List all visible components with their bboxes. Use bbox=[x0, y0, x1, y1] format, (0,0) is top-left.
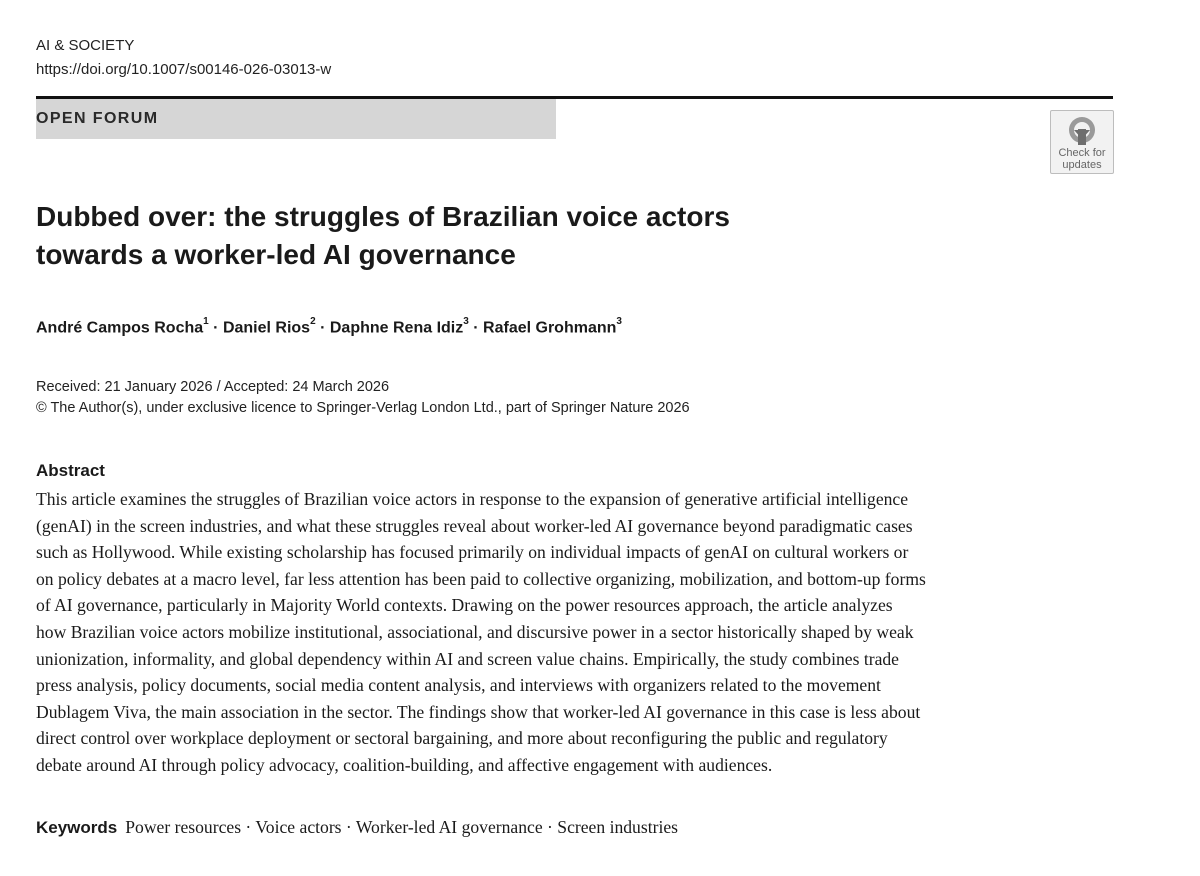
doi-link[interactable]: https://doi.org/10.1007/s00146-026-03013-w bbox=[36, 61, 332, 78]
publication-dates: Received: 21 January 2026 / Accepted: 24 March 2026 bbox=[36, 379, 390, 395]
author-separator: · bbox=[213, 319, 219, 337]
keywords-list: Power resources · Voice actors · Worker-led AI governance · Screen industries bbox=[125, 817, 678, 837]
abstract-line: debate around AI through policy advocacy, coalition-building, and affective engagement with audiences. bbox=[36, 754, 773, 775]
author-list bbox=[36, 312, 622, 340]
abstract-line: Dublagem Viva, the main association in the sector. The findings show that worker-led AI governance in this case is less about bbox=[36, 701, 921, 722]
affiliation-marker: 3 bbox=[463, 316, 469, 327]
author-name[interactable]: Daniel Rios bbox=[222, 319, 311, 337]
title-line: towards a worker-led AI governance bbox=[36, 239, 516, 270]
affiliation-marker: 1 bbox=[203, 316, 209, 327]
abstract-line: on policy debates at a macro level, far less attention has been paid to collective organizing, mobilization, and bottom-up forms bbox=[36, 568, 926, 589]
affiliation-marker: 2 bbox=[310, 316, 316, 327]
check-for-updates-label: Check for updates bbox=[1058, 147, 1106, 171]
keywords bbox=[36, 815, 678, 841]
abstract-line: of AI governance, particularly in Majority World contexts. Drawing on the power resources approach, the article analyzes bbox=[36, 595, 893, 616]
keywords-label: Keywords bbox=[36, 818, 118, 837]
author-name[interactable]: Daphne Rena Idiz bbox=[329, 319, 464, 337]
copyright-notice: © The Author(s), under exclusive licence to Springer-Verlag London Ltd., part of Springer Nature 2026 bbox=[36, 400, 690, 416]
author-separator: · bbox=[320, 319, 326, 337]
author-name[interactable]: André Campos Rocha bbox=[36, 319, 204, 337]
affiliation-marker: 3 bbox=[616, 316, 622, 327]
section-label: OPEN FORUM bbox=[36, 110, 159, 127]
abstract-heading: Abstract bbox=[36, 461, 105, 480]
crossmark-icon bbox=[1067, 115, 1097, 145]
abstract-line: (genAI) in the screen industries, and what these struggles reveal about worker-led AI governance beyond paradigmatic cases bbox=[36, 515, 913, 536]
abstract-line: press analysis, policy documents, social media content analysis, and interviews with organizers related to the movement bbox=[36, 675, 881, 696]
abstract-text bbox=[36, 486, 1126, 779]
journal-name: AI & SOCIETY bbox=[36, 37, 135, 54]
abstract-line: such as Hollywood. While existing scholarship has focused primarily on individual impacts of genAI on cultural workers or bbox=[36, 542, 909, 563]
abstract-line: This article examines the struggles of Brazilian voice actors in response to the expansion of generative artificial intelligence bbox=[36, 489, 909, 509]
abstract-line: how Brazilian voice actors mobilize institutional, associational, and discursive power in a sector historically shaped by weak bbox=[36, 621, 914, 642]
abstract-line: direct control over workplace deployment or sectoral bargaining, and more about reconfiguring the public and regulatory bbox=[36, 728, 888, 749]
abstract-line: unionization, informality, and global dependency within AI and screen value chains. Empirically, the study combines trade bbox=[36, 648, 899, 669]
author-separator: · bbox=[473, 319, 479, 337]
check-for-updates-button[interactable] bbox=[1050, 110, 1114, 174]
title-line: Dubbed over: the struggles of Brazilian voice actors bbox=[36, 201, 730, 232]
author-name[interactable]: Rafael Grohmann bbox=[483, 319, 617, 337]
article-title bbox=[36, 198, 936, 274]
